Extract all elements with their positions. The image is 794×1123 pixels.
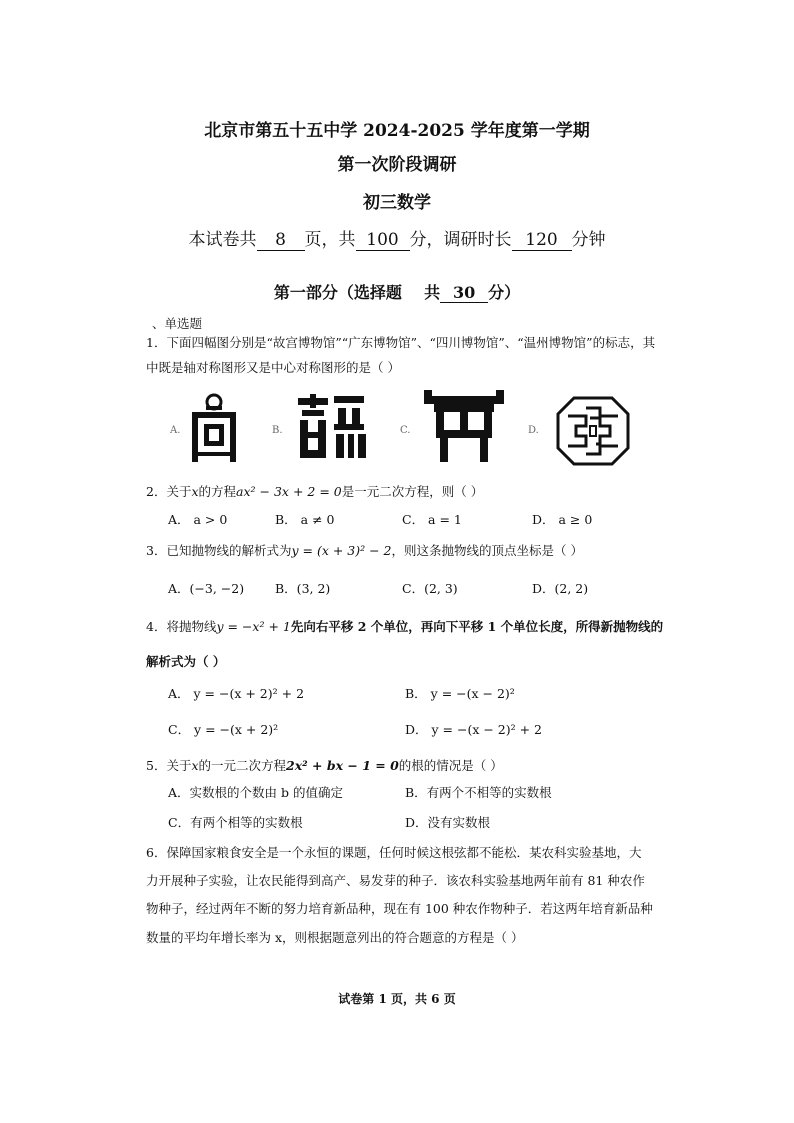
q2-stem-post: 是一元二次方程，则（ ）	[341, 484, 484, 499]
q5-option-b: B．有两个不相等的实数根	[405, 785, 552, 800]
q2-option-b: B． a ≠ 0	[275, 512, 335, 527]
pages-value: 8	[257, 230, 305, 251]
q3-option-d: D．(2, 2)	[532, 581, 589, 596]
q4-option-d: D． y = −(x − 2)² + 2	[405, 722, 543, 737]
q5-option-d: D．没有实数根	[405, 815, 491, 830]
q2-option-c: C． a = 1	[402, 512, 462, 527]
q1-option-c-label: C.	[400, 425, 411, 436]
q3-stem	[146, 541, 583, 559]
info-mid1: 页，共	[304, 230, 356, 250]
part1-title-mid: 共	[424, 283, 441, 302]
q3-equation: y = (x + 3)² − 2	[291, 543, 392, 558]
duration-value: 120	[512, 230, 572, 251]
exam-info	[0, 225, 794, 251]
part1-title-pre: 第一部分（选择题	[273, 283, 402, 302]
q1-option-b-label: B.	[272, 425, 283, 436]
q3-stem-post: ，则这条抛物线的顶点坐标是（ ）	[391, 543, 583, 558]
palace-museum-logo	[186, 390, 242, 466]
guangdong-museum-logo	[296, 394, 368, 464]
q3-stem-pre: 3．已知抛物线的解析式为	[146, 543, 292, 558]
q6-line4: 数量的平均年增长率为 x，则根据题意列出的符合题意的方程是（ ）	[146, 930, 524, 945]
q4-line2: 解析式为（ ）	[146, 654, 226, 669]
q1-option-d-label: D.	[528, 425, 539, 436]
q4-stem-post: 先向右平移 2 个单位，再向下平移 1 个单位长度，所得新抛物线的	[290, 619, 664, 634]
q5-equation: 2x² + bx − 1 = 0	[286, 758, 399, 773]
q4-equation: y = −x² + 1	[216, 619, 291, 634]
q5-var: x	[191, 758, 199, 773]
q4-option-a: A． y = −(x + 2)² + 2	[168, 686, 305, 701]
q4-option-b: B． y = −(x − 2)²	[405, 686, 515, 701]
q2-option-a: A． a > 0	[168, 512, 228, 527]
page-footer: 试卷第 1 页，共 6 页	[338, 992, 456, 1006]
wenzhou-museum-logo	[556, 396, 630, 466]
subject-title: 初三数学	[363, 193, 431, 213]
q1-line1: 1．下面四幅图分别是“故宫博物馆”“广东博物馆”、“四川博物馆”、“温州博物馆”的标志，其	[146, 335, 656, 350]
q4-stem-pre: 4．将抛物线	[146, 619, 217, 634]
q3-option-c: C．(2, 3)	[402, 581, 458, 596]
q5-stem-post: 的根的情况是（ ）	[398, 758, 503, 773]
q4-stem	[146, 617, 663, 635]
score-value: 100	[356, 230, 410, 251]
q2-var: x	[191, 484, 199, 499]
q6-line1: 6．保障国家粮食安全是一个永恒的课题，任何时候这根弦都不能松．某农科实验基地，大	[146, 845, 642, 860]
q4-option-c: C． y = −(x + 2)²	[168, 722, 279, 737]
q5-stem-pre: 5．关于	[146, 758, 192, 773]
q2-stem-mid: 的方程	[198, 484, 237, 499]
q5-stem-mid: 的一元二次方程	[198, 758, 287, 773]
school-title: 北京市第五十五中学 2024-2025 学年度第一学期	[204, 121, 590, 141]
q2-equation: ax² − 3x + 2 = 0	[236, 484, 342, 499]
q1-option-a-label: A.	[170, 425, 181, 436]
q2-option-d: D． a ≥ 0	[532, 512, 593, 527]
part1-score: 30	[440, 283, 488, 303]
q2-stem	[146, 482, 483, 500]
info-pre: 本试卷共	[188, 230, 257, 250]
sichuan-museum-logo	[424, 390, 504, 464]
section-label: 、单选题	[152, 316, 203, 331]
part1-title	[0, 280, 794, 303]
q3-option-a: A．(−3, −2)	[168, 581, 245, 596]
part1-title-post: 分）	[488, 283, 521, 302]
q5-option-c: C．有两个相等的实数根	[168, 815, 303, 830]
q1-line2: 中既是轴对称图形又是中心对称图形的是（ ）	[146, 360, 400, 375]
q6-line3: 物种子，经过两年不断的努力培育新品种，现在有 100 种农作物种子．若这两年培育新品种	[146, 901, 653, 916]
q5-option-a: A．实数根的个数由 b 的值确定	[168, 785, 343, 800]
q2-stem-pre: 2．关于	[146, 484, 192, 499]
q3-option-b: B．(3, 2)	[275, 581, 331, 596]
info-mid2: 分，调研时长	[409, 230, 512, 250]
exam-name: 第一次阶段调研	[337, 155, 457, 175]
q6-line2: 力开展种子实验，让农民能得到高产、易发芽的种子．该农科实验基地两年前有 81 种农作	[146, 873, 645, 888]
info-post: 分钟	[571, 230, 606, 250]
q5-stem	[146, 756, 503, 774]
